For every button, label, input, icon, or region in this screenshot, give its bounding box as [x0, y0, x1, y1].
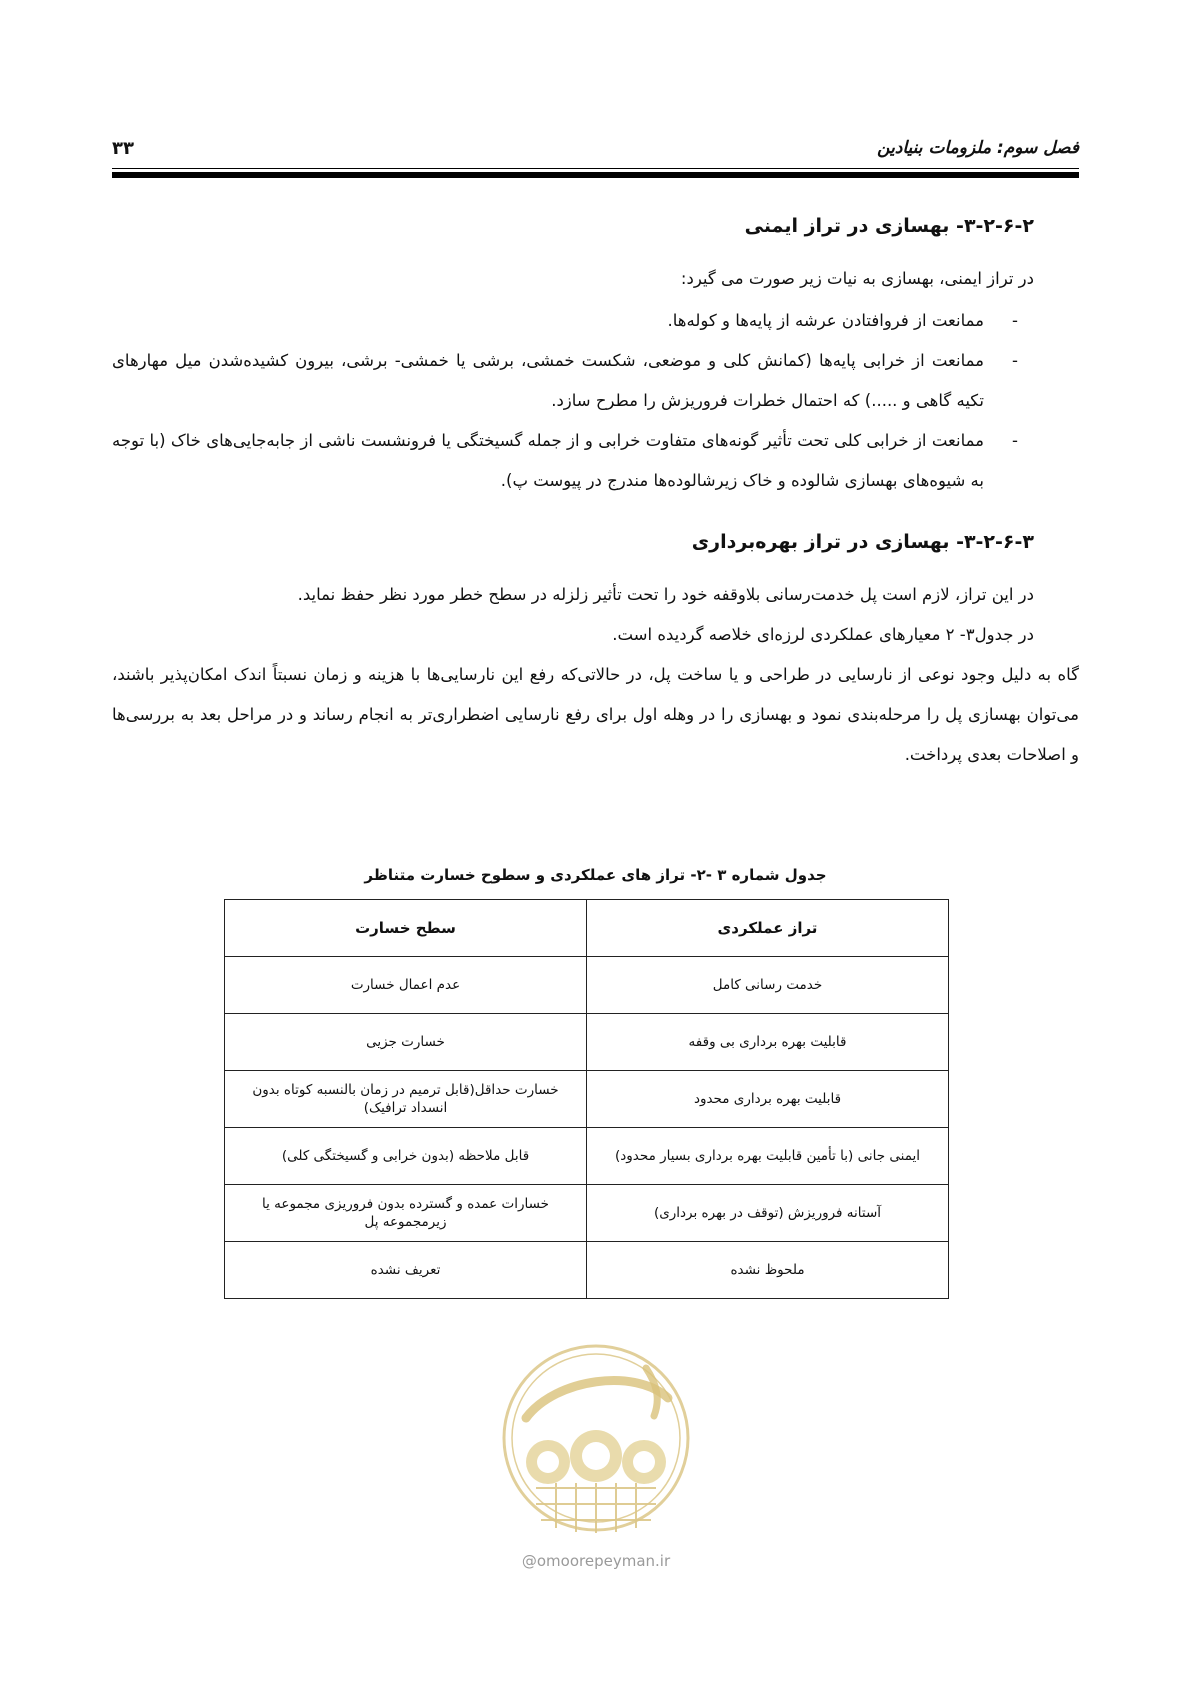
main-content: [112, 213, 1079, 775]
bullet-dash: -: [1012, 431, 1018, 450]
header-rule-thick: [112, 172, 1079, 178]
list-item: [112, 301, 1034, 341]
section-operation-level: [112, 529, 1079, 775]
table-header-row: [225, 900, 949, 957]
table-cell: خسارات عمده و گسترده بدون فروریزی مجموعه یا زیرمجموعه پل: [225, 1185, 587, 1242]
table-row: [225, 1242, 949, 1299]
bullet-dash: -: [1012, 351, 1018, 370]
bullet-dash: -: [1012, 311, 1018, 330]
section-safety-level: [112, 213, 1034, 501]
table-cell: خسارت جزیی: [225, 1014, 587, 1071]
table-cell: قابل ملاحظه (بدون خرابی و گسیختگی کلی): [225, 1128, 587, 1185]
table-row: [225, 1014, 949, 1071]
table-cell: آستانه فروریزش (توقف در بهره برداری): [587, 1185, 949, 1242]
table-cell: ایمنی جانی (با تأمین قابلیت بهره برداری بسیار محدود): [587, 1128, 949, 1185]
table-row: [225, 1071, 949, 1128]
table-row: [225, 957, 949, 1014]
list-item-text: ممانعت از خرابی کلی تحت تأثیر گونه‌های متفاوت خرابی و از جمله گسیختگی یا فرونشست ناشی از جابه‌جایی‌های خاک (با توجه به شیوه‌های بهسازی شالوده و خاک زیرشالوده‌ها مندرج در پیوست پ).: [112, 431, 984, 490]
table-cell: قابلیت بهره برداری محدود: [587, 1071, 949, 1128]
paragraph: در جدول۳- ۲ معیارهای عملکردی لرزه‌ای خلاصه گردیده است.: [612, 625, 1034, 644]
table-cell: خسارت حداقل(قابل ترمیم در زمان بالنسبه کوتاه بدون انسداد ترافیک): [225, 1071, 587, 1128]
table-cell: خدمت رسانی کامل: [587, 957, 949, 1014]
list-item: [112, 341, 1034, 421]
watermark-url: @omoorepeyman.ir: [521, 1552, 671, 1570]
table-cell: تعریف نشده: [225, 1242, 587, 1299]
paragraph: در این تراز، لازم است پل خدمت‌رسانی بلاوقفه خود را تحت تأثیر زلزله در سطح خطر مورد نظر حفظ نماید.: [297, 585, 1034, 604]
table-caption: جدول شماره ۳ -۲- تراز های عملکردی و سطوح خسارت متناظر: [364, 866, 827, 884]
column-header-damage-level: سطح خسارت: [225, 900, 587, 957]
section-heading-operation: ۳-۲-۶-۳- بهسازی در تراز بهره‌برداری: [691, 531, 1034, 553]
paragraph: گاه به دلیل وجود نوعی از نارسایی در طراحی و یا ساخت پل، در حالاتی‌که رفع این نارسایی‌ها با هزینه و زمان نسبتاً اندک امکان‌پذیر باشند، می‌توان بهسازی پل را مرحله‌بندی نمود و بهسازی را در وهله اول برای رفع نارسایی اضطراری‌تر به انجام رساند و در مراحل بعد به بررسی‌ها و اصلاحات بعدی پرداخت.: [112, 665, 1079, 764]
header-rule-thin: [112, 168, 1079, 169]
chapter-title: فصل سوم: ملزومات بنیادین: [877, 138, 1079, 158]
table-row: [225, 1185, 949, 1242]
table-cell: عدم اعمال خسارت: [225, 957, 587, 1014]
watermark-seal-logo: [496, 1338, 696, 1538]
list-item-text: ممانعت از خرابی پایه‌ها (کمانش کلی و موضعی، شکست خمشی، برشی یا خمشی- برشی، بیرون کشیده‌شدن میل مهارهای تکیه گاهی و .....) که احتمال خطرات فروریزش را مطرح سازد.: [112, 351, 984, 410]
section-heading-safety: ۳-۲-۶-۲- بهسازی در تراز ایمنی: [744, 215, 1034, 237]
list-item-text: ممانعت از فروافتادن عرشه از پایه‌ها و کوله‌ها.: [667, 311, 984, 330]
performance-levels-table: [224, 899, 949, 1299]
page-number: ۳۳: [112, 137, 134, 159]
table-cell: قابلیت بهره برداری بی وقفه: [587, 1014, 949, 1071]
column-header-performance-level: تراز عملکردی: [587, 900, 949, 957]
list-item: [112, 421, 1034, 501]
seal-emblem-icon: [496, 1338, 696, 1538]
section-intro-safety: در تراز ایمنی، بهسازی به نیات زیر صورت می گیرد:: [680, 269, 1034, 288]
table-row: [225, 1128, 949, 1185]
table-cell: ملحوظ نشده: [587, 1242, 949, 1299]
page-header: [112, 128, 1079, 168]
bullet-list-safety: [112, 301, 1034, 501]
